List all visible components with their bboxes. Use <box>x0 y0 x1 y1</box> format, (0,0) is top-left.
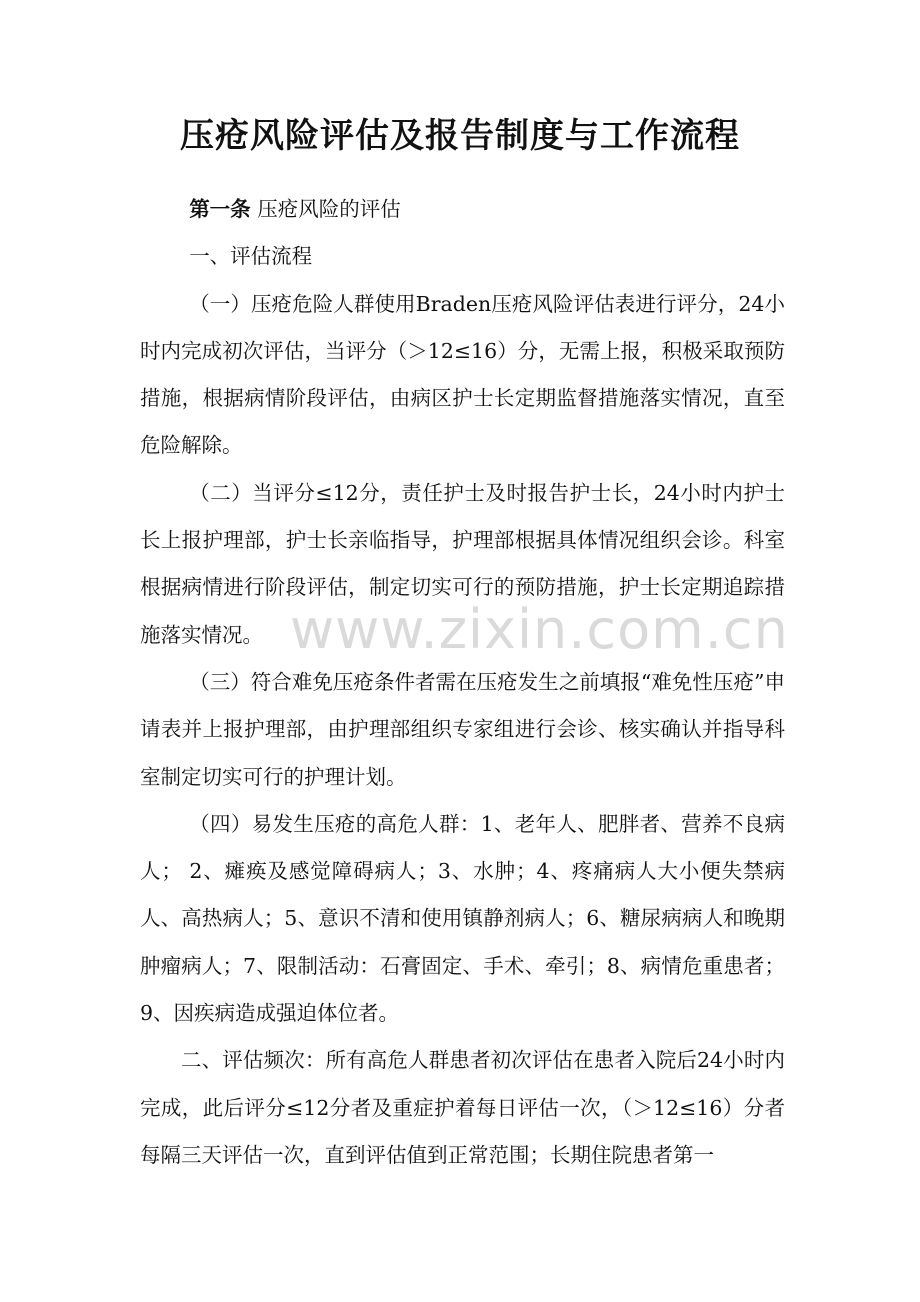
paragraph-4: （四）易发生压疮的高危人群：1、老年人、肥胖者、营养不良病人； 2、瘫痪及感觉障碍病人；3、水肿；4、疼痛病人大小便失禁病人、高热病人；5、意识不清和使用镇静剂病人；6、糖尿病病人和晚期肿瘤病人；7、限制活动：石膏固定、手术、牵引；8、病情危重患者；9、因疾病造成强迫体位者。 <box>140 811 785 1026</box>
article-lead: 第一条 <box>189 197 251 221</box>
article-title: 压疮风险的评估 <box>257 197 401 221</box>
section-heading-evaluation-process: 一、评估流程 <box>189 244 313 269</box>
paragraph-5: 二、评估频次：所有高危人群患者初次评估在患者入院后24小时内完成，此后评分≤12分者及重症护着每日评估一次，（＞12≤16）分者每隔三天评估一次，直到评估值到正常范围；长期住院患者第一 <box>140 1048 785 1167</box>
paragraph-3: （三）符合难免压疮条件者需在压疮发生之前填报“难免性压疮”申请表并上报护理部，由护理部组织专家组进行会诊、核实确认并指导科室制定切实可行的护理计划。 <box>140 669 785 789</box>
document-title: 压疮风险评估及报告制度与工作流程 <box>180 116 740 156</box>
document-body <box>140 186 785 1179</box>
article-heading <box>140 186 785 233</box>
paragraph-1: （一）压疮危险人群使用Braden压疮风险评估表进行评分，24小时内完成初次评估，当评分（＞12≤16）分，无需上报，积极采取预防措施，根据病情阶段评估，由病区护士长定期监督措施落实情况，直至危险解除。 <box>140 291 785 458</box>
paragraph-2: （二）当评分≤12分，责任护士及时报告护士长，24小时内护士长上报护理部，护士长亲临指导，护理部根据具体情况组织会诊。科室根据病情进行阶段评估，制定切实可行的预防措施，护士长定期追踪措施落实情况。 <box>140 480 785 647</box>
watermark-text: www.zixin.com.cn <box>290 598 789 661</box>
